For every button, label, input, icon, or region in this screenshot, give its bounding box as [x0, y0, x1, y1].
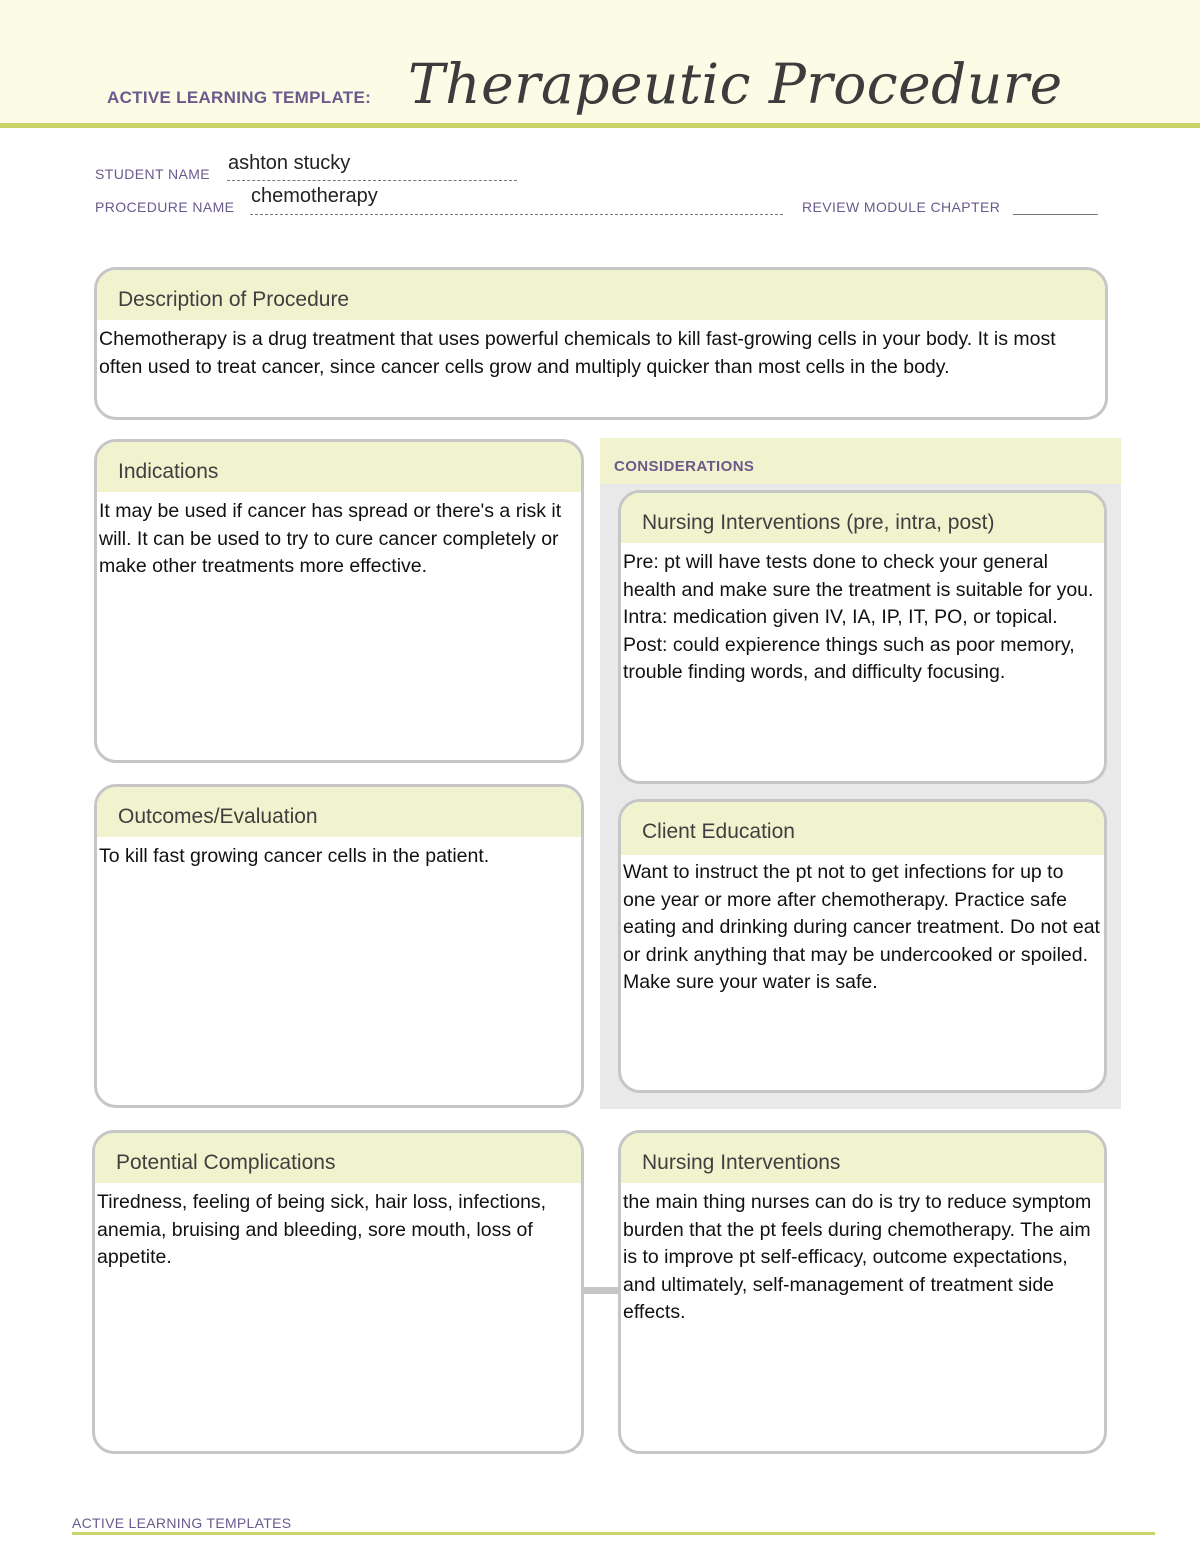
procedure-name-value[interactable]: chemotherapy: [251, 185, 378, 207]
client-education-heading: Client Education: [621, 802, 1104, 855]
nursing-pre-intra-post-heading: Nursing Interventions (pre, intra, post): [621, 493, 1104, 543]
description-card: [94, 267, 1108, 420]
outcomes-text[interactable]: To kill fast growing cancer cells in the patient.: [99, 845, 490, 867]
description-text[interactable]: Chemotherapy is a drug treatment that uses powerful chemicals to kill fast-growing cells in your body. It is most often used to treat cancer, since cancer cells grow and multiply quicker than most cells in the body.: [99, 328, 1056, 378]
description-heading: Description of Procedure: [97, 270, 1105, 320]
outcomes-card: [94, 784, 584, 1108]
nursing-post-line: Post: could expierence things such as poor memory, trouble finding words, and difficulty focusing.: [623, 633, 1075, 683]
nursing-interventions-heading: Nursing Interventions: [621, 1133, 1104, 1183]
nursing-pre-intra-post-text[interactable]: [621, 543, 1104, 687]
complications-heading: Potential Complications: [95, 1133, 581, 1183]
indications-card: [94, 439, 584, 763]
complications-text[interactable]: Tiredness, feeling of being sick, hair loss, infections, anemia, bruising and bleeding, sore mouth, loss of appetite.: [97, 1191, 547, 1268]
considerations-label: CONSIDERATIONS: [614, 458, 755, 475]
footer-label: ACTIVE LEARNING TEMPLATES: [72, 1515, 292, 1531]
nursing-pre-line: Pre: pt will have tests done to check your general health and make sure the treatment is suitable for you.: [623, 551, 1094, 601]
client-education-text[interactable]: Want to instruct the pt not to get infections for up to one year or more after chemotherapy. Practice safe eating and drinking during cancer treatment. Do not eat or drink anything that may be undercooked or spoiled. Make sure your water is safe.: [623, 861, 1100, 993]
nursing-pre-intra-post-card: [618, 490, 1107, 784]
client-education-card: [618, 799, 1107, 1093]
nursing-interventions-card: [618, 1130, 1107, 1454]
outcomes-heading: Outcomes/Evaluation: [97, 787, 581, 837]
footer-divider: [72, 1532, 1155, 1535]
student-name-label: STUDENT NAME: [95, 166, 210, 182]
indications-heading: Indications: [97, 442, 581, 492]
review-module-label: REVIEW MODULE CHAPTER: [802, 199, 1001, 215]
student-name-underline: [227, 180, 517, 181]
nursing-intra-line: Intra: medication given IV, IA, IP, IT, PO, or topical.: [623, 606, 1058, 628]
procedure-name-label: PROCEDURE NAME: [95, 199, 235, 215]
review-module-underline[interactable]: [1013, 214, 1098, 215]
header-divider: [0, 123, 1200, 128]
page-title: Therapeutic Procedure: [408, 52, 1063, 116]
complications-card: [92, 1130, 584, 1454]
student-name-value[interactable]: ashton stucky: [228, 152, 351, 174]
indications-text[interactable]: It may be used if cancer has spread or there's a risk it will. It can be used to try to cure cancer completely or make other treatments more effective.: [99, 500, 562, 577]
nursing-interventions-text[interactable]: the main thing nurses can do is try to reduce symptom burden that the pt feels during chemotherapy. The aim is to improve pt self-efficacy, outcome expectations, and ultimately, self-management of treatment side effects.: [623, 1191, 1092, 1323]
template-label: ACTIVE LEARNING TEMPLATE:: [107, 88, 372, 107]
card-connector: [583, 1287, 620, 1294]
procedure-name-underline: [250, 214, 783, 215]
